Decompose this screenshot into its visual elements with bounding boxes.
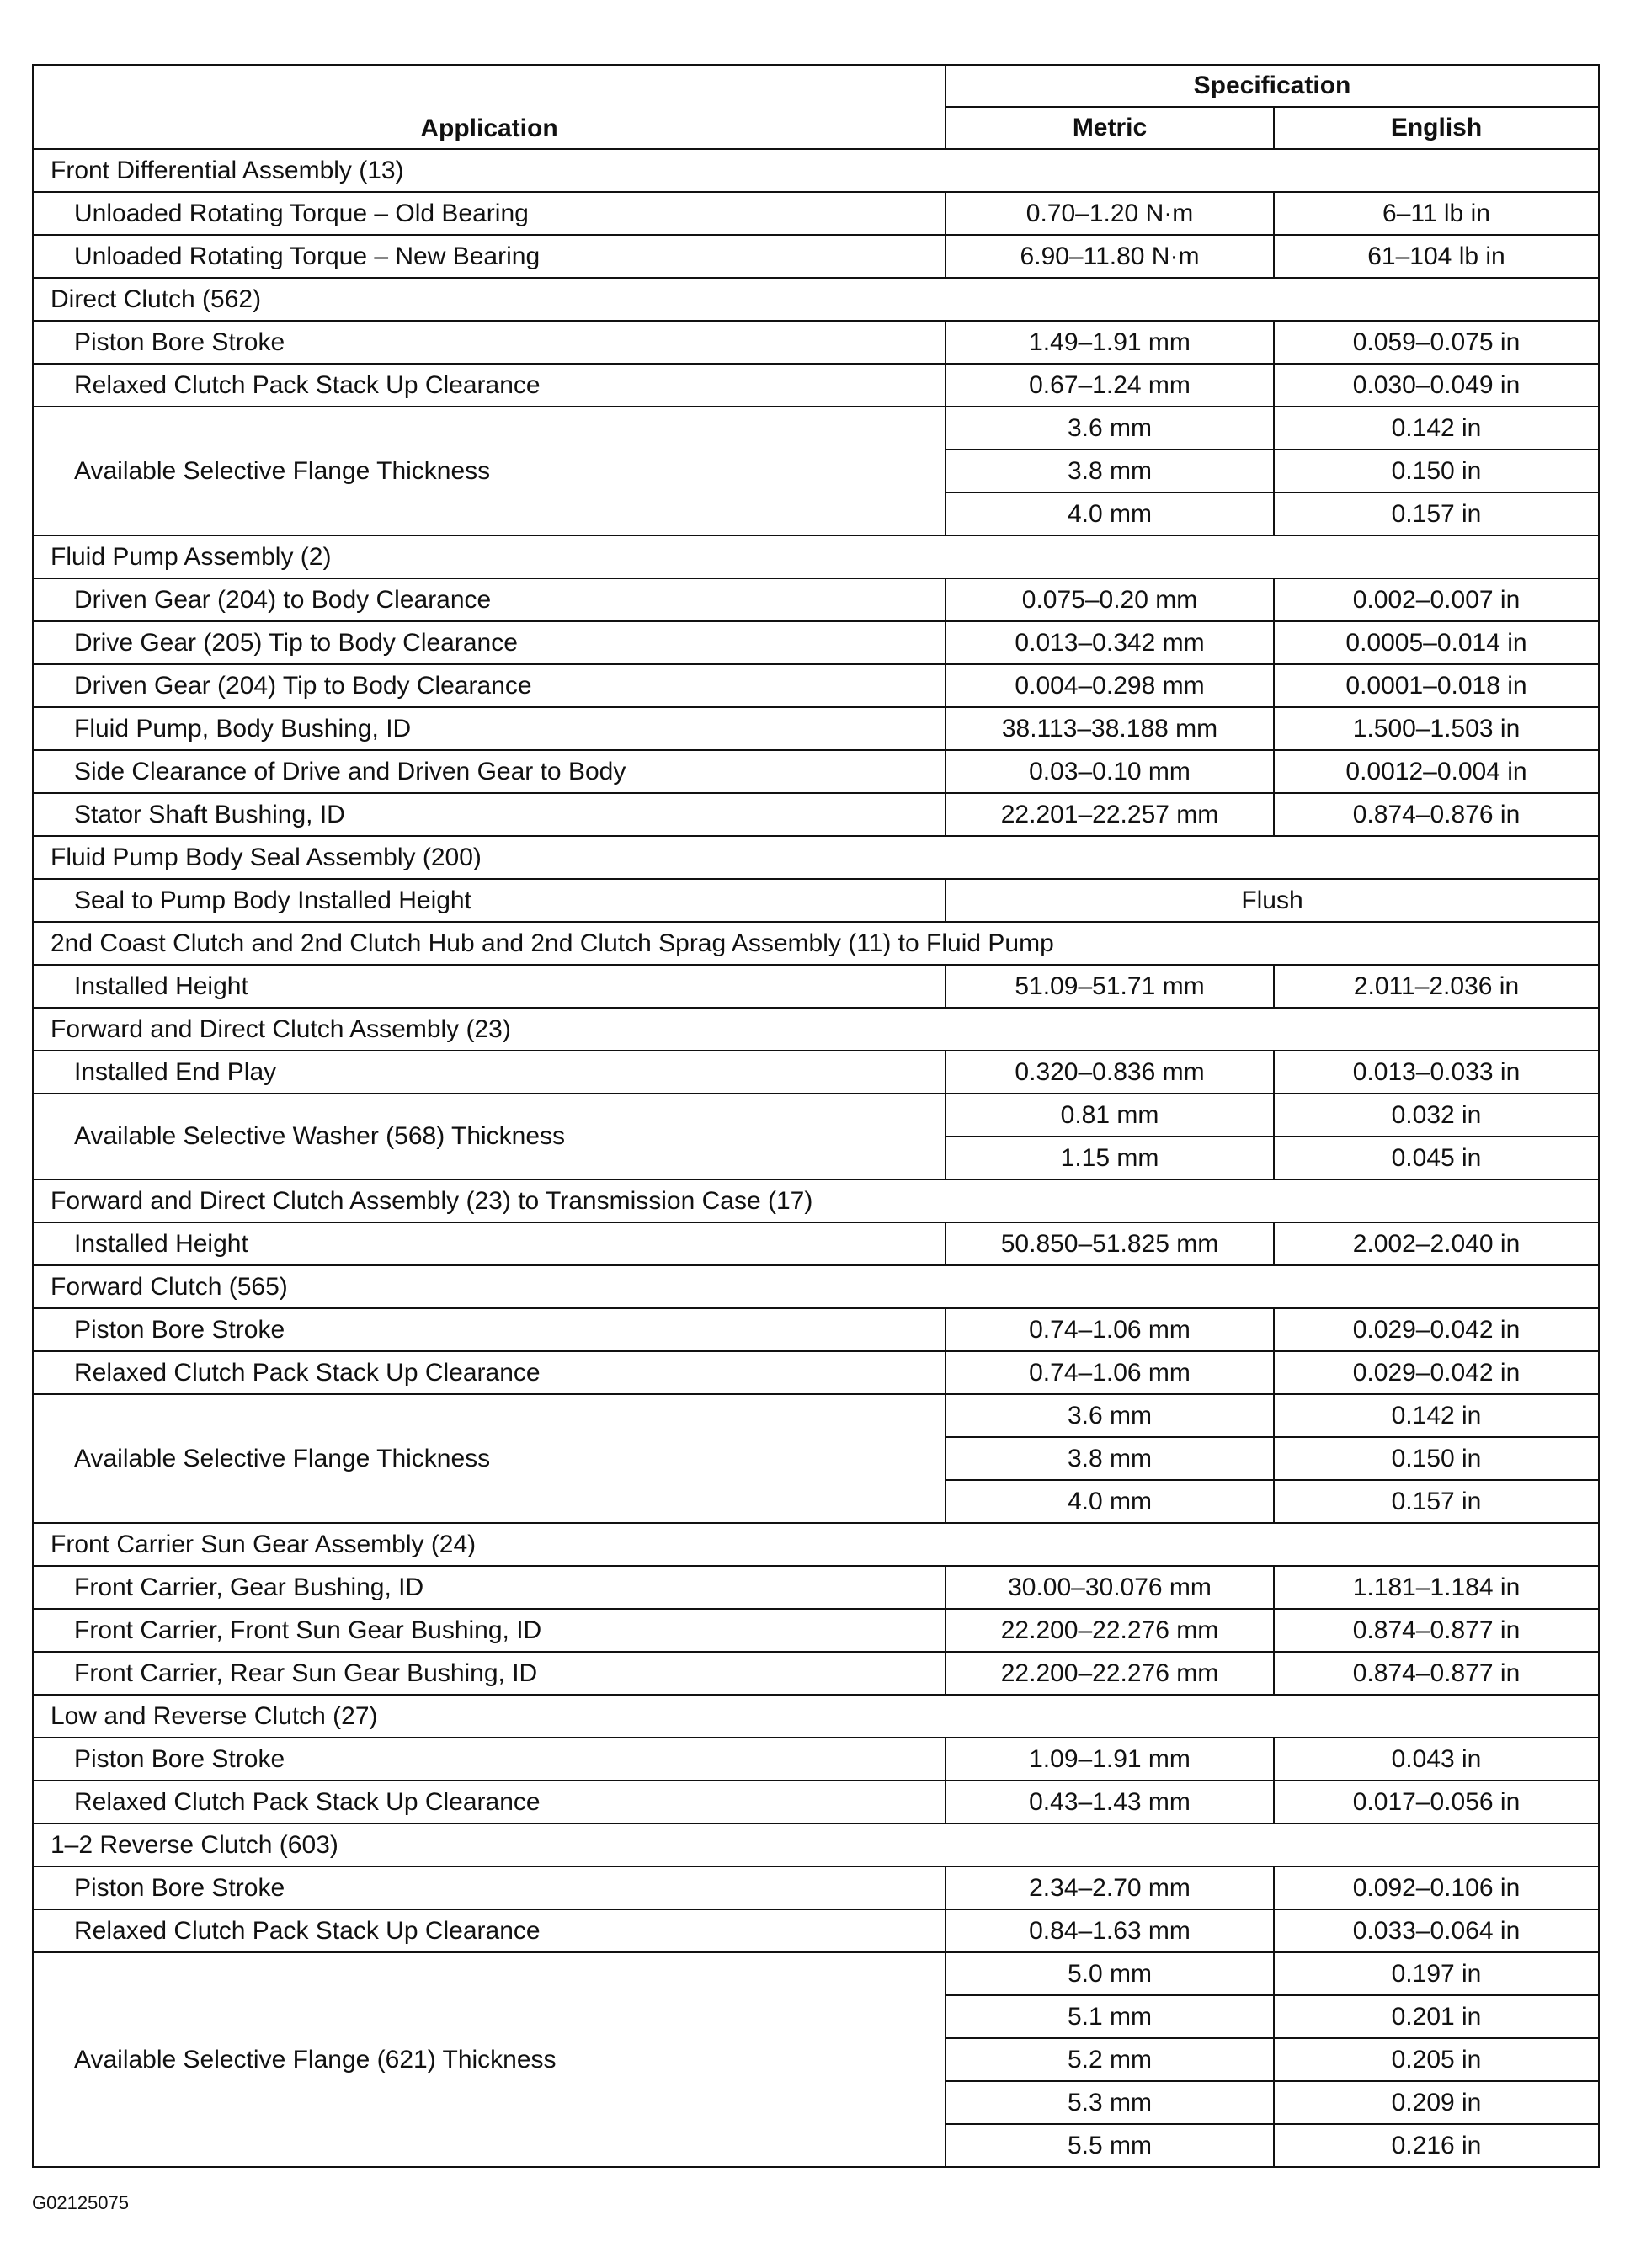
metric-cell: 5.3 mm: [946, 2081, 1274, 2124]
specification-table: [32, 64, 1600, 2168]
english-cell: 6–11 lb in: [1274, 192, 1599, 235]
english-cell: 0.029–0.042 in: [1274, 1351, 1599, 1394]
table-row: [33, 321, 1599, 364]
english-cell: 0.142 in: [1274, 1394, 1599, 1437]
english-cell: 0.874–0.877 in: [1274, 1609, 1599, 1652]
metric-cell: 1.09–1.91 mm: [946, 1738, 1274, 1781]
metric-cell: 22.201–22.257 mm: [946, 793, 1274, 836]
metric-cell: 0.84–1.63 mm: [946, 1909, 1274, 1952]
table-row: [33, 1652, 1599, 1695]
specification-column-header: Specification: [946, 65, 1599, 107]
table-row: [33, 707, 1599, 750]
table-row: [33, 1866, 1599, 1909]
english-cell: 1.500–1.503 in: [1274, 707, 1599, 750]
group-label: Front Carrier Sun Gear Assembly (24): [33, 1523, 1599, 1566]
group-row: [33, 535, 1599, 578]
english-column-header: English: [1274, 107, 1599, 149]
metric-cell: 0.70–1.20 N·m: [946, 192, 1274, 235]
metric-cell: 5.5 mm: [946, 2124, 1274, 2167]
english-cell: 0.002–0.007 in: [1274, 578, 1599, 621]
application-cell: Front Carrier, Gear Bushing, ID: [33, 1566, 946, 1609]
table-row: [33, 1051, 1599, 1094]
english-cell: 0.017–0.056 in: [1274, 1781, 1599, 1823]
application-cell: Driven Gear (204) Tip to Body Clearance: [33, 664, 946, 707]
metric-cell: 0.320–0.836 mm: [946, 1051, 1274, 1094]
english-cell: 0.216 in: [1274, 2124, 1599, 2167]
english-cell: 0.045 in: [1274, 1137, 1599, 1179]
metric-cell: 2.34–2.70 mm: [946, 1866, 1274, 1909]
table-row: [33, 1952, 1599, 1995]
table-row: [33, 965, 1599, 1008]
metric-cell: 22.200–22.276 mm: [946, 1609, 1274, 1652]
english-cell: 2.002–2.040 in: [1274, 1222, 1599, 1265]
group-row: [33, 149, 1599, 192]
english-cell: 0.150 in: [1274, 450, 1599, 492]
application-cell: Side Clearance of Drive and Driven Gear to Body: [33, 750, 946, 793]
metric-cell: 1.49–1.91 mm: [946, 321, 1274, 364]
english-cell: 0.043 in: [1274, 1738, 1599, 1781]
application-cell: Front Carrier, Rear Sun Gear Bushing, ID: [33, 1652, 946, 1695]
application-cell: Unloaded Rotating Torque – Old Bearing: [33, 192, 946, 235]
table-row: [33, 1094, 1599, 1137]
metric-cell: 0.075–0.20 mm: [946, 578, 1274, 621]
metric-cell: 4.0 mm: [946, 492, 1274, 535]
application-cell: Stator Shaft Bushing, ID: [33, 793, 946, 836]
table-row: [33, 407, 1599, 450]
table-row: [33, 1351, 1599, 1394]
metric-cell: 3.8 mm: [946, 1437, 1274, 1480]
english-cell: 0.197 in: [1274, 1952, 1599, 1995]
application-column-header: Application: [33, 65, 946, 149]
table-row: [33, 1781, 1599, 1823]
metric-cell: 0.013–0.342 mm: [946, 621, 1274, 664]
application-cell: Relaxed Clutch Pack Stack Up Clearance: [33, 1351, 946, 1394]
table-row: [33, 750, 1599, 793]
english-cell: 0.033–0.064 in: [1274, 1909, 1599, 1952]
table-row: [33, 578, 1599, 621]
table-row: [33, 793, 1599, 836]
metric-cell: 0.67–1.24 mm: [946, 364, 1274, 407]
metric-cell: 0.81 mm: [946, 1094, 1274, 1137]
table-row: [33, 1909, 1599, 1952]
metric-cell: 4.0 mm: [946, 1480, 1274, 1523]
group-row: [33, 1823, 1599, 1866]
table-row: [33, 1394, 1599, 1437]
english-cell: 0.030–0.049 in: [1274, 364, 1599, 407]
group-row: [33, 1265, 1599, 1308]
english-cell: 0.201 in: [1274, 1995, 1599, 2038]
metric-cell: 5.2 mm: [946, 2038, 1274, 2081]
application-cell: Available Selective Flange Thickness: [33, 1394, 946, 1523]
english-cell: 0.013–0.033 in: [1274, 1051, 1599, 1094]
group-label: Fluid Pump Assembly (2): [33, 535, 1599, 578]
application-cell: Available Selective Flange Thickness: [33, 407, 946, 535]
table-row: [33, 364, 1599, 407]
metric-column-header: Metric: [946, 107, 1274, 149]
table-row: [33, 664, 1599, 707]
metric-cell: 22.200–22.276 mm: [946, 1652, 1274, 1695]
table-body: [33, 149, 1599, 2167]
group-label: Front Differential Assembly (13): [33, 149, 1599, 192]
group-label: Low and Reverse Clutch (27): [33, 1695, 1599, 1738]
english-cell: 0.059–0.075 in: [1274, 321, 1599, 364]
group-row: [33, 278, 1599, 321]
english-cell: 0.150 in: [1274, 1437, 1599, 1480]
metric-cell: 51.09–51.71 mm: [946, 965, 1274, 1008]
metric-cell: 0.74–1.06 mm: [946, 1351, 1274, 1394]
group-label: 2nd Coast Clutch and 2nd Clutch Hub and 2nd Clutch Sprag Assembly (11) to Fluid Pump: [33, 922, 1599, 965]
application-cell: Installed End Play: [33, 1051, 946, 1094]
english-cell: 0.157 in: [1274, 492, 1599, 535]
group-row: [33, 1695, 1599, 1738]
application-cell: Piston Bore Stroke: [33, 1738, 946, 1781]
metric-cell: 1.15 mm: [946, 1137, 1274, 1179]
english-cell: 1.181–1.184 in: [1274, 1566, 1599, 1609]
table-row: [33, 1738, 1599, 1781]
group-row: [33, 1523, 1599, 1566]
table-row: [33, 192, 1599, 235]
metric-cell: 38.113–38.188 mm: [946, 707, 1274, 750]
metric-cell: 30.00–30.076 mm: [946, 1566, 1274, 1609]
english-cell: 0.0005–0.014 in: [1274, 621, 1599, 664]
application-cell: Piston Bore Stroke: [33, 321, 946, 364]
english-cell: 0.205 in: [1274, 2038, 1599, 2081]
application-cell: Seal to Pump Body Installed Height: [33, 879, 946, 922]
metric-cell: 3.8 mm: [946, 450, 1274, 492]
metric-cell: 5.1 mm: [946, 1995, 1274, 2038]
application-cell: Available Selective Flange (621) Thickness: [33, 1952, 946, 2167]
application-cell: Piston Bore Stroke: [33, 1308, 946, 1351]
application-cell: Drive Gear (205) Tip to Body Clearance: [33, 621, 946, 664]
english-cell: 2.011–2.036 in: [1274, 965, 1599, 1008]
group-label: Forward Clutch (565): [33, 1265, 1599, 1308]
english-cell: 0.874–0.876 in: [1274, 793, 1599, 836]
table-row: [33, 1609, 1599, 1652]
table-row: [33, 1566, 1599, 1609]
english-cell: 0.0012–0.004 in: [1274, 750, 1599, 793]
group-label: Direct Clutch (562): [33, 278, 1599, 321]
english-cell: 0.142 in: [1274, 407, 1599, 450]
table-row: [33, 879, 1599, 922]
metric-cell: 50.850–51.825 mm: [946, 1222, 1274, 1265]
table-row: [33, 1308, 1599, 1351]
table-row: [33, 621, 1599, 664]
application-cell: Relaxed Clutch Pack Stack Up Clearance: [33, 1781, 946, 1823]
english-cell: 0.157 in: [1274, 1480, 1599, 1523]
application-cell: Unloaded Rotating Torque – New Bearing: [33, 235, 946, 278]
application-cell: Installed Height: [33, 1222, 946, 1265]
group-label: Forward and Direct Clutch Assembly (23): [33, 1008, 1599, 1051]
english-cell: 0.209 in: [1274, 2081, 1599, 2124]
group-label: Fluid Pump Body Seal Assembly (200): [33, 836, 1599, 879]
table-row: [33, 1222, 1599, 1265]
metric-cell: 3.6 mm: [946, 1394, 1274, 1437]
metric-cell: 0.43–1.43 mm: [946, 1781, 1274, 1823]
table-row: [33, 235, 1599, 278]
application-cell: Relaxed Clutch Pack Stack Up Clearance: [33, 364, 946, 407]
application-cell: Piston Bore Stroke: [33, 1866, 946, 1909]
metric-cell: 6.90–11.80 N·m: [946, 235, 1274, 278]
application-cell: Front Carrier, Front Sun Gear Bushing, ID: [33, 1609, 946, 1652]
metric-cell: 0.03–0.10 mm: [946, 750, 1274, 793]
merged-spec-cell: Flush: [946, 879, 1599, 922]
english-cell: 0.029–0.042 in: [1274, 1308, 1599, 1351]
group-row: [33, 1008, 1599, 1051]
metric-cell: 5.0 mm: [946, 1952, 1274, 1995]
group-row: [33, 836, 1599, 879]
metric-cell: 3.6 mm: [946, 407, 1274, 450]
english-cell: 0.092–0.106 in: [1274, 1866, 1599, 1909]
application-cell: Relaxed Clutch Pack Stack Up Clearance: [33, 1909, 946, 1952]
english-cell: 61–104 lb in: [1274, 235, 1599, 278]
english-cell: 0.032 in: [1274, 1094, 1599, 1137]
figure-id: G02125075: [32, 2192, 129, 2213]
english-cell: 0.874–0.877 in: [1274, 1652, 1599, 1695]
application-cell: Installed Height: [33, 965, 946, 1008]
metric-cell: 0.004–0.298 mm: [946, 664, 1274, 707]
group-row: [33, 1179, 1599, 1222]
group-label: Forward and Direct Clutch Assembly (23) to Transmission Case (17): [33, 1179, 1599, 1222]
metric-cell: 0.74–1.06 mm: [946, 1308, 1274, 1351]
group-label: 1–2 Reverse Clutch (603): [33, 1823, 1599, 1866]
english-cell: 0.0001–0.018 in: [1274, 664, 1599, 707]
application-cell: Available Selective Washer (568) Thickness: [33, 1094, 946, 1179]
group-row: [33, 922, 1599, 965]
application-cell: Driven Gear (204) to Body Clearance: [33, 578, 946, 621]
application-cell: Fluid Pump, Body Bushing, ID: [33, 707, 946, 750]
table-header: [33, 65, 1599, 149]
